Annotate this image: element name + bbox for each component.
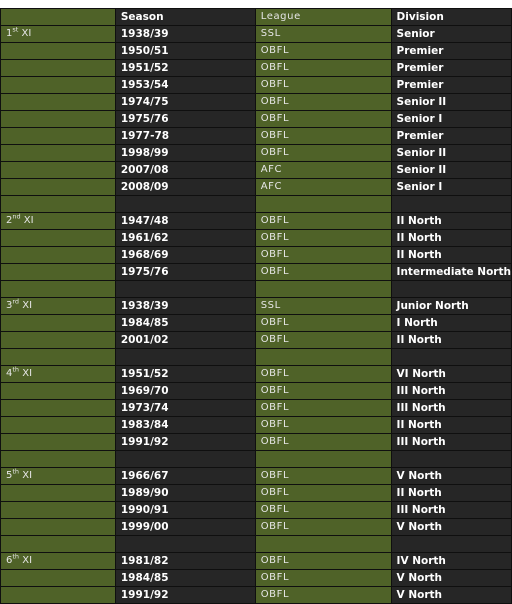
team-cell bbox=[1, 247, 116, 264]
spacer-cell bbox=[255, 196, 391, 213]
division-cell: III North bbox=[391, 383, 511, 400]
table-row bbox=[1, 332, 512, 349]
division-cell: III North bbox=[391, 434, 511, 451]
division-cell: III North bbox=[391, 400, 511, 417]
team-number: 6 bbox=[6, 555, 13, 566]
division-cell: Senior II bbox=[391, 162, 511, 179]
table-row bbox=[1, 77, 512, 94]
table-row bbox=[1, 587, 512, 604]
season-cell: 1938/39 bbox=[115, 26, 255, 43]
division-cell: VI North bbox=[391, 366, 511, 383]
season-cell: 1969/70 bbox=[115, 383, 255, 400]
table-row bbox=[1, 502, 512, 519]
division-cell: II North bbox=[391, 417, 511, 434]
league-cell: OBFL bbox=[255, 213, 391, 230]
division-cell: I North bbox=[391, 315, 511, 332]
team-cell bbox=[1, 519, 116, 536]
table-row bbox=[1, 128, 512, 145]
spacer-cell bbox=[255, 451, 391, 468]
team-cell bbox=[1, 315, 116, 332]
division-cell: V North bbox=[391, 468, 511, 485]
spacer-row bbox=[1, 281, 512, 298]
spacer-cell bbox=[1, 196, 116, 213]
division-cell: Senior II bbox=[391, 94, 511, 111]
season-cell: 1950/51 bbox=[115, 43, 255, 60]
season-cell: 1938/39 bbox=[115, 298, 255, 315]
league-cell: OBFL bbox=[255, 400, 391, 417]
season-cell: 1991/92 bbox=[115, 587, 255, 604]
division-cell: Premier bbox=[391, 128, 511, 145]
division-cell: IV North bbox=[391, 553, 511, 570]
season-cell: 2008/09 bbox=[115, 179, 255, 196]
league-cell: OBFL bbox=[255, 485, 391, 502]
league-cell: OBFL bbox=[255, 553, 391, 570]
spacer-cell bbox=[391, 281, 511, 298]
spacer-cell bbox=[1, 281, 116, 298]
team-cell bbox=[1, 179, 116, 196]
spacer-cell bbox=[115, 349, 255, 366]
season-cell: 1999/00 bbox=[115, 519, 255, 536]
division-cell: Senior bbox=[391, 26, 511, 43]
team-label bbox=[1, 26, 116, 43]
team-cell bbox=[1, 485, 116, 502]
season-cell: 1998/99 bbox=[115, 145, 255, 162]
table-row bbox=[1, 400, 512, 417]
league-cell: OBFL bbox=[255, 502, 391, 519]
league-cell: OBFL bbox=[255, 60, 391, 77]
team-label bbox=[1, 468, 116, 485]
table-row bbox=[1, 315, 512, 332]
table-row bbox=[1, 264, 512, 281]
league-cell: OBFL bbox=[255, 383, 391, 400]
division-cell: Premier bbox=[391, 43, 511, 60]
spacer-cell bbox=[391, 451, 511, 468]
league-cell: OBFL bbox=[255, 128, 391, 145]
league-cell: OBFL bbox=[255, 434, 391, 451]
division-cell: II North bbox=[391, 247, 511, 264]
season-cell: 1974/75 bbox=[115, 94, 255, 111]
division-cell: Premier bbox=[391, 60, 511, 77]
league-cell: AFC bbox=[255, 179, 391, 196]
league-cell: OBFL bbox=[255, 145, 391, 162]
table-row bbox=[1, 26, 512, 43]
season-cell: 1953/54 bbox=[115, 77, 255, 94]
spacer-cell bbox=[391, 349, 511, 366]
spacer-cell bbox=[1, 536, 116, 553]
team-cell bbox=[1, 60, 116, 77]
season-cell: 1975/76 bbox=[115, 264, 255, 281]
division-cell: Premier bbox=[391, 77, 511, 94]
team-ordinal-suffix: th bbox=[12, 365, 20, 374]
team-label bbox=[1, 213, 116, 230]
team-label bbox=[1, 298, 116, 315]
table-row bbox=[1, 298, 512, 315]
league-cell: OBFL bbox=[255, 519, 391, 536]
season-cell: 1966/67 bbox=[115, 468, 255, 485]
team-xi: XI bbox=[19, 300, 33, 311]
division-cell: Senior II bbox=[391, 145, 511, 162]
team-number: 3 bbox=[6, 300, 13, 311]
division-cell: V North bbox=[391, 587, 511, 604]
team-number: 5 bbox=[6, 470, 13, 481]
table-row bbox=[1, 570, 512, 587]
team-xi: XI bbox=[19, 555, 33, 566]
team-xi: XI bbox=[20, 215, 34, 226]
season-cell: 1951/52 bbox=[115, 366, 255, 383]
league-cell: OBFL bbox=[255, 43, 391, 60]
league-cell: OBFL bbox=[255, 264, 391, 281]
team-cell bbox=[1, 77, 116, 94]
team-xi: XI bbox=[19, 368, 33, 379]
season-cell: 1984/85 bbox=[115, 570, 255, 587]
season-cell: 2001/02 bbox=[115, 332, 255, 349]
table-row bbox=[1, 111, 512, 128]
season-cell: 1983/84 bbox=[115, 417, 255, 434]
team-cell bbox=[1, 383, 116, 400]
league-cell: OBFL bbox=[255, 468, 391, 485]
table-row bbox=[1, 230, 512, 247]
league-cell: OBFL bbox=[255, 111, 391, 128]
team-cell bbox=[1, 570, 116, 587]
team-cell bbox=[1, 94, 116, 111]
team-cell bbox=[1, 264, 116, 281]
league-cell: OBFL bbox=[255, 417, 391, 434]
spacer-cell bbox=[255, 536, 391, 553]
team-cell bbox=[1, 145, 116, 162]
division-cell: Junior North bbox=[391, 298, 511, 315]
team-cell bbox=[1, 587, 116, 604]
division-cell: V North bbox=[391, 519, 511, 536]
header-division: Division bbox=[391, 9, 511, 26]
season-cell: 2007/08 bbox=[115, 162, 255, 179]
season-cell: 1961/62 bbox=[115, 230, 255, 247]
spacer-cell bbox=[1, 451, 116, 468]
spacer-row bbox=[1, 196, 512, 213]
season-cell: 1975/76 bbox=[115, 111, 255, 128]
division-cell: III North bbox=[391, 502, 511, 519]
league-cell: OBFL bbox=[255, 230, 391, 247]
season-cell: 1991/92 bbox=[115, 434, 255, 451]
table-row bbox=[1, 162, 512, 179]
table-row bbox=[1, 417, 512, 434]
team-ordinal-suffix: st bbox=[12, 25, 19, 34]
table-header bbox=[1, 9, 512, 26]
table-row bbox=[1, 247, 512, 264]
team-number: 4 bbox=[6, 368, 13, 379]
division-cell: II North bbox=[391, 485, 511, 502]
header-season: Season bbox=[115, 9, 255, 26]
table-row bbox=[1, 553, 512, 570]
spacer-cell bbox=[1, 349, 116, 366]
division-cell: II North bbox=[391, 332, 511, 349]
league-cell: OBFL bbox=[255, 332, 391, 349]
team-label bbox=[1, 366, 116, 383]
table-row bbox=[1, 366, 512, 383]
division-cell: II North bbox=[391, 230, 511, 247]
spacer-cell bbox=[255, 349, 391, 366]
team-cell bbox=[1, 332, 116, 349]
table-row bbox=[1, 434, 512, 451]
team-number: 1 bbox=[6, 28, 13, 39]
table-body bbox=[1, 26, 512, 604]
team-cell bbox=[1, 111, 116, 128]
season-cell: 1968/69 bbox=[115, 247, 255, 264]
team-cell bbox=[1, 43, 116, 60]
spacer-row bbox=[1, 536, 512, 553]
season-cell: 1984/85 bbox=[115, 315, 255, 332]
team-label bbox=[1, 553, 116, 570]
spacer-cell bbox=[115, 451, 255, 468]
team-cell bbox=[1, 230, 116, 247]
header-league: League bbox=[255, 9, 391, 26]
spacer-row bbox=[1, 451, 512, 468]
division-cell: II North bbox=[391, 213, 511, 230]
league-cell: OBFL bbox=[255, 587, 391, 604]
header-team bbox=[1, 9, 116, 26]
season-cell: 1989/90 bbox=[115, 485, 255, 502]
league-cell: SSL bbox=[255, 298, 391, 315]
league-cell: OBFL bbox=[255, 315, 391, 332]
table-row bbox=[1, 60, 512, 77]
league-history-table bbox=[0, 8, 512, 604]
team-cell bbox=[1, 400, 116, 417]
header-row bbox=[1, 9, 512, 26]
table-row bbox=[1, 468, 512, 485]
season-cell: 1981/82 bbox=[115, 553, 255, 570]
league-cell: OBFL bbox=[255, 366, 391, 383]
team-ordinal-suffix: th bbox=[12, 552, 20, 561]
table-row bbox=[1, 179, 512, 196]
team-ordinal-suffix: nd bbox=[12, 212, 21, 221]
table-row bbox=[1, 43, 512, 60]
spacer-cell bbox=[115, 536, 255, 553]
spacer-cell bbox=[115, 196, 255, 213]
league-cell: OBFL bbox=[255, 570, 391, 587]
team-cell bbox=[1, 162, 116, 179]
team-ordinal-suffix: th bbox=[12, 467, 20, 476]
spacer-cell bbox=[391, 536, 511, 553]
season-cell: 1990/91 bbox=[115, 502, 255, 519]
team-cell bbox=[1, 128, 116, 145]
spacer-cell bbox=[115, 281, 255, 298]
table-row bbox=[1, 519, 512, 536]
division-cell: Senior I bbox=[391, 111, 511, 128]
spacer-cell bbox=[255, 281, 391, 298]
season-cell: 1977-78 bbox=[115, 128, 255, 145]
season-cell: 1947/48 bbox=[115, 213, 255, 230]
table-row bbox=[1, 94, 512, 111]
team-number: 2 bbox=[6, 215, 13, 226]
team-cell bbox=[1, 434, 116, 451]
division-cell: V North bbox=[391, 570, 511, 587]
team-xi: XI bbox=[18, 28, 32, 39]
season-cell: 1951/52 bbox=[115, 60, 255, 77]
table-row bbox=[1, 145, 512, 162]
league-cell: SSL bbox=[255, 26, 391, 43]
table-row bbox=[1, 383, 512, 400]
spacer-row bbox=[1, 349, 512, 366]
team-xi: XI bbox=[19, 470, 33, 481]
league-cell: AFC bbox=[255, 162, 391, 179]
team-cell bbox=[1, 417, 116, 434]
table-row bbox=[1, 485, 512, 502]
season-cell: 1973/74 bbox=[115, 400, 255, 417]
team-cell bbox=[1, 502, 116, 519]
table-row bbox=[1, 213, 512, 230]
league-cell: OBFL bbox=[255, 247, 391, 264]
team-ordinal-suffix: rd bbox=[12, 297, 20, 306]
league-cell: OBFL bbox=[255, 94, 391, 111]
league-cell: OBFL bbox=[255, 77, 391, 94]
division-cell: Senior I bbox=[391, 179, 511, 196]
division-cell: Intermediate North bbox=[391, 264, 511, 281]
spacer-cell bbox=[391, 196, 511, 213]
